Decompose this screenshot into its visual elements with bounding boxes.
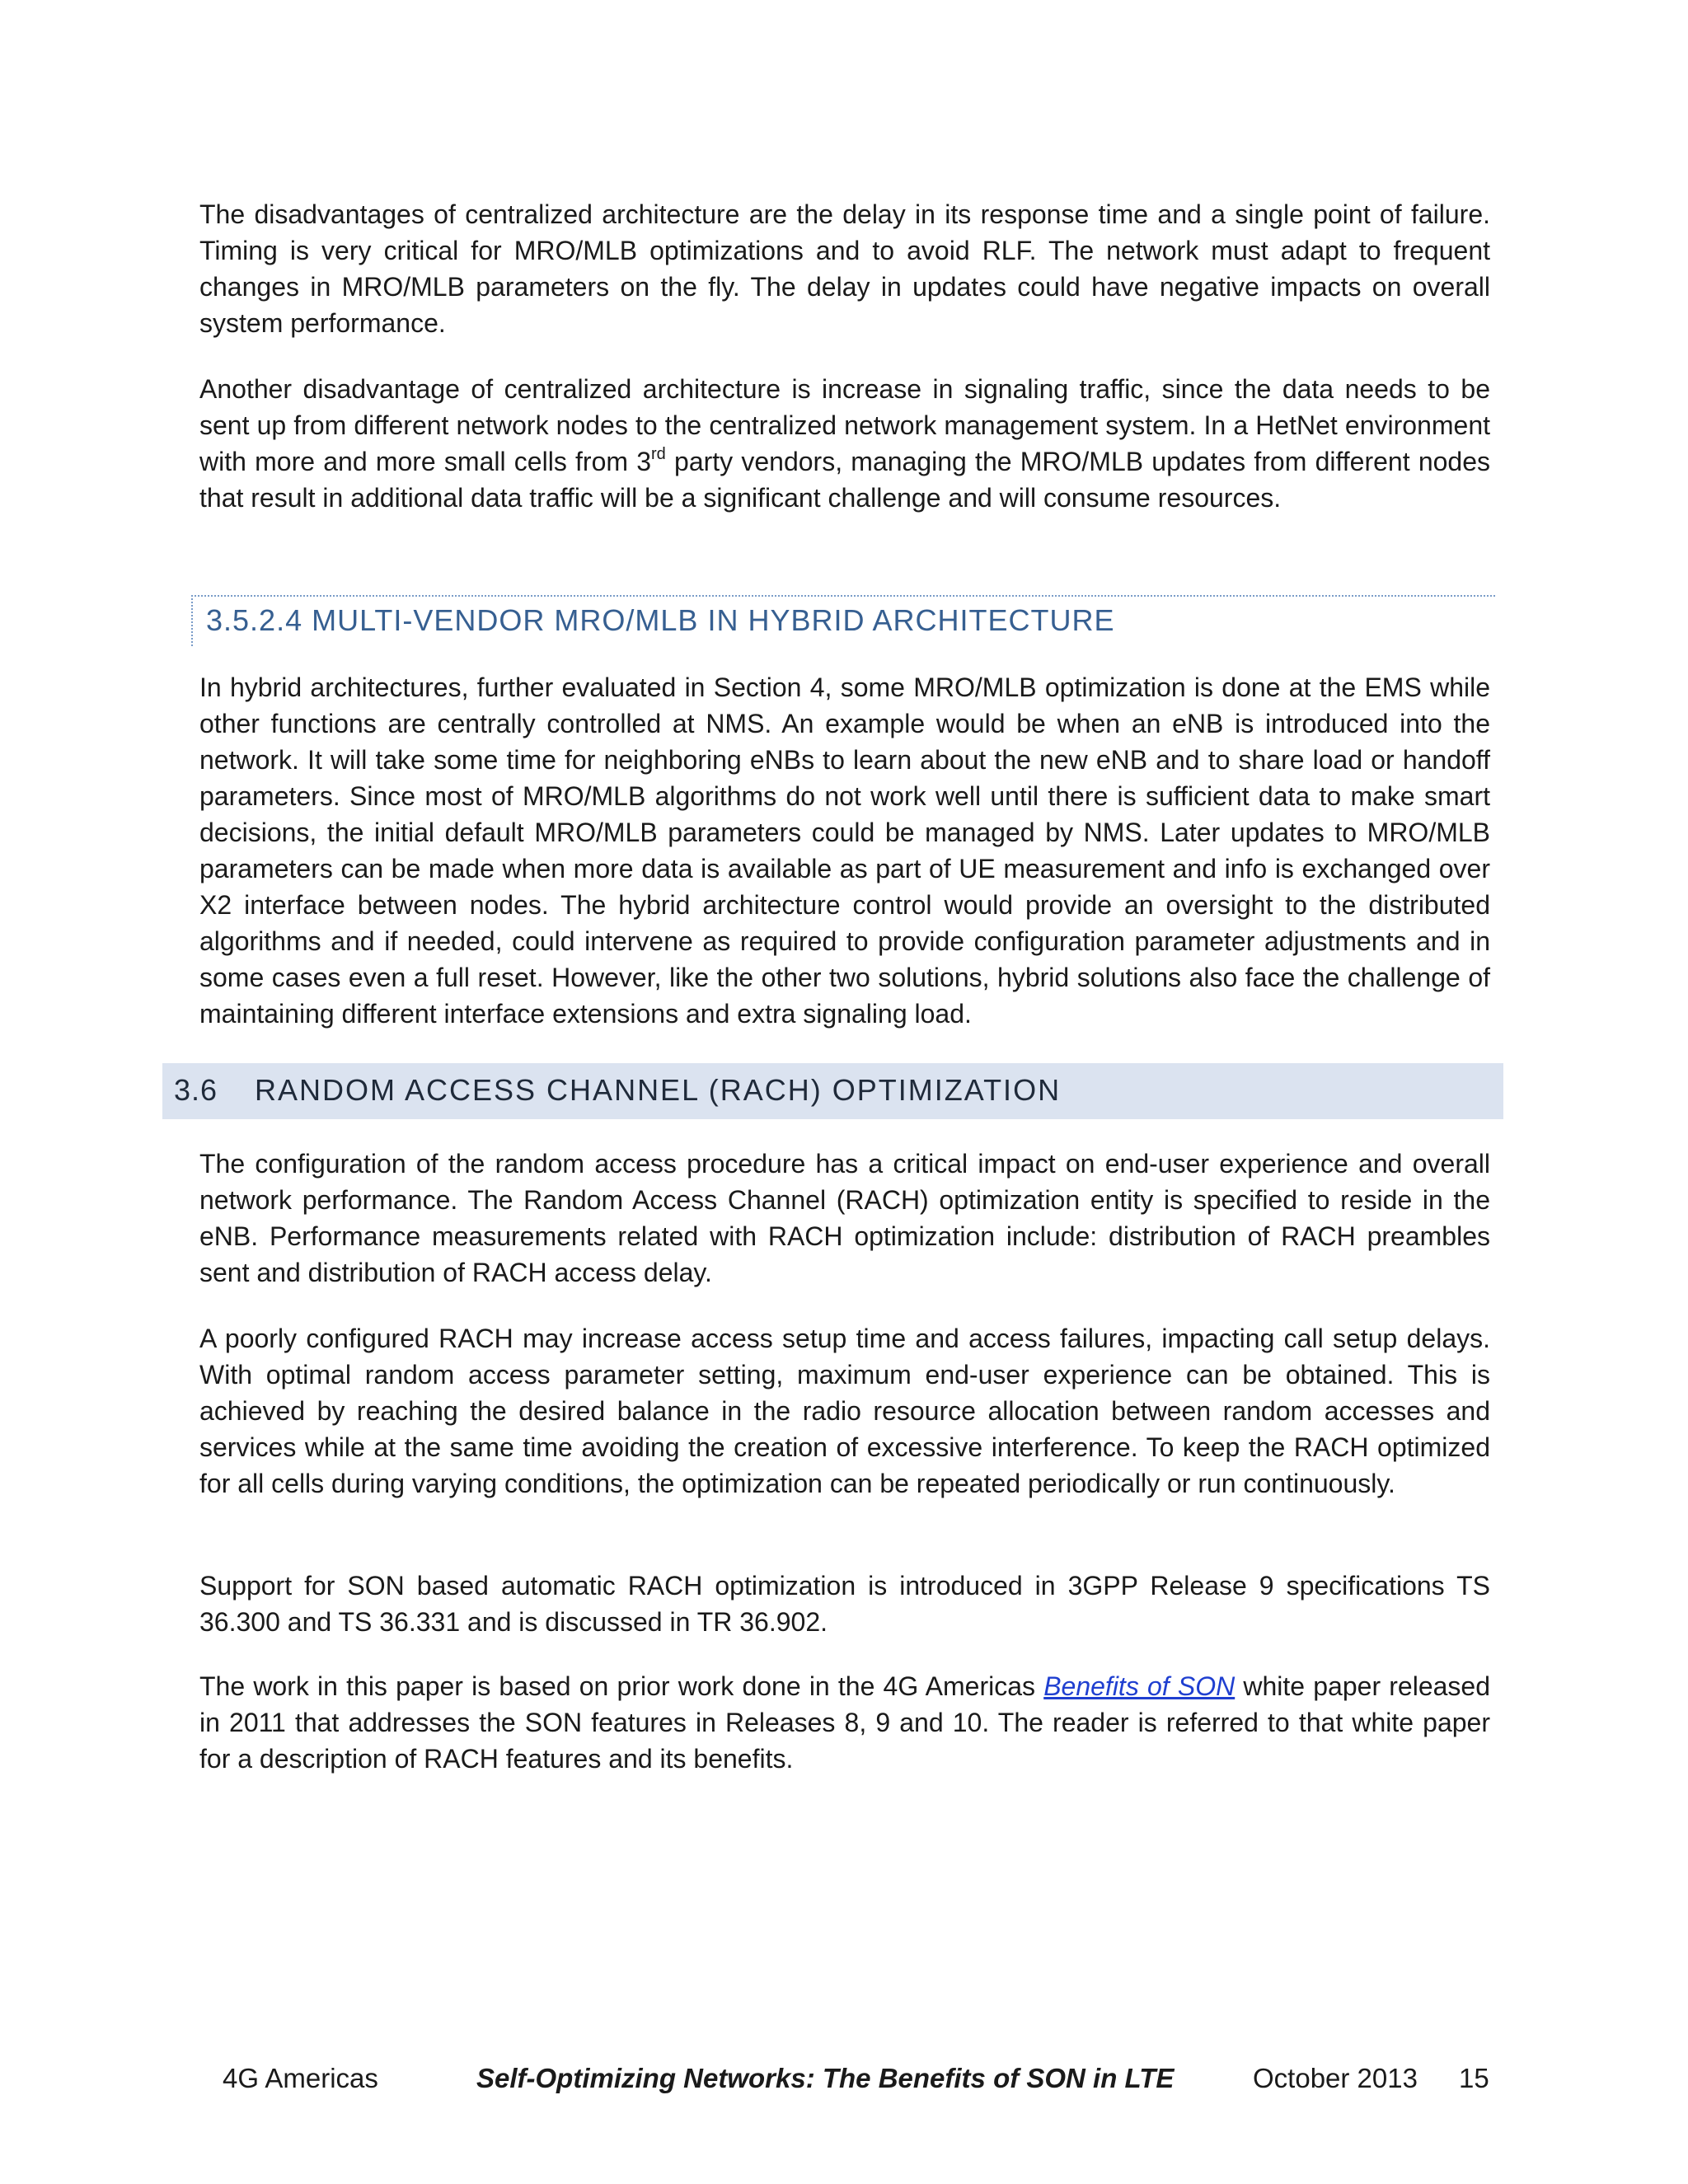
subsection-heading: 3.5.2.4 MULTI-VENDOR MRO/MLB IN HYBRID ARCHITECTURE: [206, 603, 1115, 637]
paragraph-text: party vendors, managing the MRO/MLB updates from different nodes that result in additional data traffic will be a significant challenge and will consume resources.: [199, 447, 1490, 513]
paragraph-rach-poorly-configured: A poorly configured RACH may increase access setup time and access failures, impacting call setup delays. With optimal random access parameter setting, maximum end-user experience can be obtained. This is achieved by reaching the desired balance in the radio resource allocation between random accesses and services while at the same time avoiding the creation of excessive interference. To keep the RACH optimized for all cells during varying conditions, the optimization can be repeated periodically or run continuously.: [199, 1324, 1490, 1498]
paragraph-rach-configuration: The configuration of the random access procedure has a critical impact on end-user experience and overall network performance. The Random Access Channel (RACH) optimization entity is specified to reside in the eNB. Performance measurements related with RACH optimization include: distribution of RACH preambles sent and distribution of RACH access delay.: [199, 1149, 1490, 1287]
paragraph-text: The work in this paper is based on prior work done in the 4G Americas: [199, 1671, 1044, 1701]
ordinal-superscript: rd: [651, 445, 666, 463]
paragraph-rach-support: Support for SON based automatic RACH optimization is introduced in 3GPP Release 9 specifications TS 36.300 and TS 36.331 and is discussed in TR 36.902.: [199, 1571, 1490, 1637]
footer-date: October 2013: [1253, 2063, 1418, 2093]
section-heading-band: [162, 1063, 1503, 1119]
footer-page-number: 15: [1459, 2063, 1489, 2093]
benefits-of-son-link[interactable]: Benefits of SON: [1043, 1671, 1236, 1701]
paragraph-text: white paper released in 2011 that addresses the SON features in Releases 8, 9 and 10. The reader is referred to that white paper for a description of RACH features and its benefits.: [199, 1671, 1491, 1774]
footer-title: Self-Optimizing Networks: The Benefits of SON in LTE: [476, 2063, 1175, 2093]
paragraph-hybrid-architecture: In hybrid architectures, further evaluated in Section 4, some MRO/MLB optimization is done at the EMS while other functions are centrally controlled at NMS. An example would be when an eNB is introduced into the network. It will take some time for neighboring eNBs to learn about the new eNB and to share load or handoff parameters. Since most of MRO/MLB algorithms do not work well until there is sufficient data to make smart decisions, the initial default MRO/MLB parameters could be managed by NMS. Later updates to MRO/MLB parameters can be made when more data is available as part of UE measurement and info is exchanged over X2 interface between nodes. The hybrid architecture control would provide an oversight to the distributed algorithms and if needed, could intervene as required to provide configuration parameter adjustments and in some cases even a full reset. However, like the other two solutions, hybrid solutions also face the challenge of maintaining different interface extensions and extra signaling load.: [199, 673, 1490, 1029]
section-number: 3.6: [174, 1073, 218, 1107]
paragraph-text: Another disadvantage of centralized architecture is increase in signaling traffic, since the data needs to be sent up from different network nodes to the centralized network management system. In a HetNet environment with more and more small cells from 3: [199, 374, 1490, 476]
footer-org: 4G Americas: [223, 2063, 378, 2093]
subsection-heading-box: [191, 595, 1495, 646]
section-title: RANDOM ACCESS CHANNEL (RACH) OPTIMIZATION: [255, 1073, 1062, 1107]
paragraph-signaling-traffic: [199, 371, 1490, 516]
paragraph-centralized-disadvantages: The disadvantages of centralized architecture are the delay in its response time and a single point of failure. Timing is very critical for MRO/MLB optimizations and to avoid RLF. The network must adapt to frequent changes in MRO/MLB parameters on the fly. The delay in updates could have negative impacts on overall system performance.: [199, 199, 1490, 338]
paragraph-prior-work: [199, 1668, 1490, 1777]
